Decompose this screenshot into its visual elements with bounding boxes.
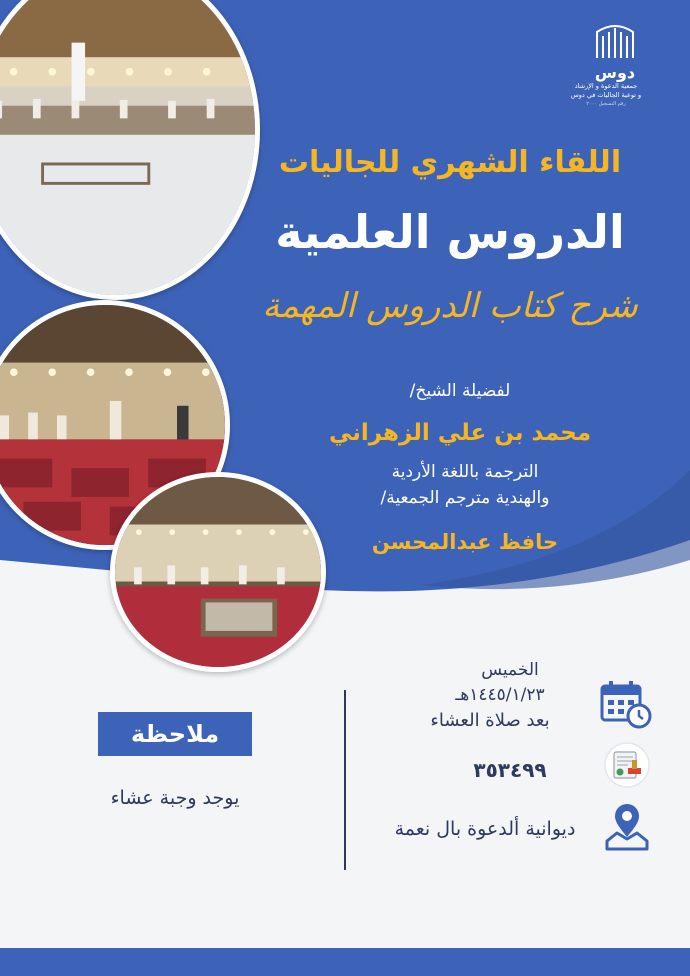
logo-text	[556, 82, 656, 109]
note-badge	[98, 712, 252, 756]
divider	[344, 690, 346, 870]
book-title: شرح كتاب الدروس المهمة	[262, 286, 638, 326]
logo	[585, 18, 645, 82]
contact-phone: ٣٥٣٤٩٩	[473, 758, 547, 782]
translator-name: حافظ عبدالمحسن	[371, 530, 559, 554]
main-title: الدروس العلمية	[275, 205, 625, 259]
event-day: الخميس	[481, 660, 539, 680]
logo-line-1: جمعية الدعوة و الإرشاد	[574, 82, 638, 90]
event-time: بعد صلاة العشاء	[430, 710, 550, 731]
logo-line-3: رقم التسجيل ٢٠٠٠	[586, 101, 626, 107]
event-date: ١٤٤٥/١/٢٣هـ	[455, 685, 545, 705]
subtitle: اللقاء الشهري للجاليات	[278, 145, 622, 180]
phone-stamp-icon	[604, 742, 650, 788]
footer-bar	[0, 948, 690, 976]
map-pin-icon	[603, 803, 651, 853]
note-text: يوجد وجبة عشاء	[110, 787, 240, 809]
speaker-name: محمد بن علي الزهراني	[328, 420, 592, 446]
calendar-clock-icon	[598, 678, 654, 730]
translation-line-2: والهندية مترجم الجمعية/	[380, 488, 550, 508]
event-location: ديوانية ألدعوة بال نعمة	[394, 818, 576, 840]
logo-mark-text: دوس	[594, 63, 636, 82]
hall-photo-3	[110, 472, 326, 672]
speaker-label: لفضيلة الشيخ/	[409, 381, 511, 401]
logo-line-2: و توعية الجاليات في دوس	[570, 91, 642, 99]
logo-mark-icon	[591, 18, 639, 82]
note-label: ملاحظة	[130, 720, 220, 748]
translation-line-1: الترجمة باللغة الأردية	[391, 462, 539, 482]
